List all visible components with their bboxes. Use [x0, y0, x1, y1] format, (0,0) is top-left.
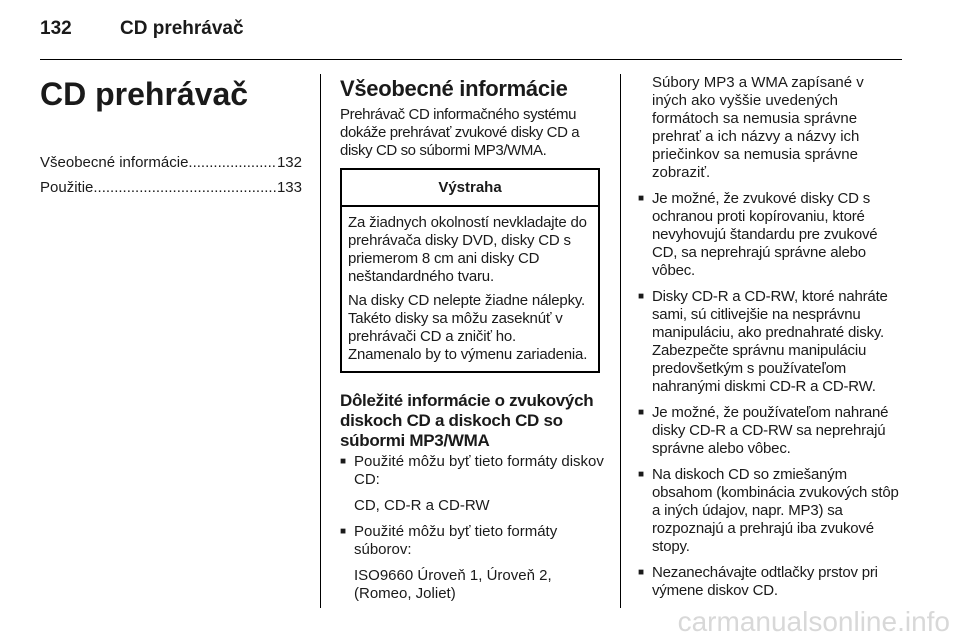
column-divider	[620, 74, 621, 608]
toc-entry-general[interactable]	[40, 150, 302, 175]
list-item-text: ■ Použité môžu byť tieto formáty súborov:	[354, 523, 558, 558]
list-item: ■ Disky CD-R a CD-RW, ktoré nahráte sami, sú citlivejšie na nesprávnu manipuláciu, ako prednahraté disky. Zabezpečte správnu manipuláciu predovšetkým s používateľom nahranými diskmi CD-R a CD-RW.	[638, 288, 902, 396]
format-list	[340, 453, 604, 603]
lead-paragraph: Súbory MP3 a WMA zapísané v iných ako vyššie uvedených formátoch sa nemusia správne prehrať a ich názvy a názvy ich priečinkov sa nemusia správne zobraziť.	[652, 74, 864, 181]
toc-label: Použitie	[40, 179, 94, 196]
page-header	[40, 18, 244, 40]
list-item-detail: ISO9660 Úroveň 1, Úroveň 2, (Romeo, Joliet)	[354, 567, 552, 602]
toc-entry-usage[interactable]	[40, 175, 302, 200]
chapter-title: CD prehrávač	[40, 76, 249, 112]
toc-page: 132	[276, 154, 302, 171]
important-info-heading: Dôležité informácie o zvukových diskoch CD a diskoch CD so súbormi MP3/WMA	[340, 391, 594, 450]
page-number: 132	[40, 18, 72, 39]
intro-paragraph: Prehrávač CD informačného systému dokáže prehrávať zvukové disky CD a disky CD so súbormi MP3/WMA.	[340, 106, 580, 159]
general-info-column	[340, 74, 604, 611]
notes-column	[638, 74, 902, 608]
watermark: carmanualsonline.info	[677, 606, 950, 637]
list-item: ■ Nezanechávajte odtlačky prstov pri výmene diskov CD.	[638, 564, 902, 600]
toc-leader	[188, 150, 277, 175]
table-of-contents	[40, 150, 302, 200]
warning-body	[342, 207, 598, 371]
list-item	[340, 453, 604, 515]
header-divider	[40, 59, 902, 60]
toc-page: 133	[276, 179, 302, 196]
list-item-detail: CD, CD-R a CD-RW	[354, 497, 490, 514]
toc-column	[40, 74, 302, 200]
warning-title: Výstraha	[342, 170, 598, 207]
list-item: ■ Na diskoch CD so zmiešaným obsahom (kombinácia zvukových stôp a iných údajov, napr. MP3) sa rozpoznajú a prehrajú iba zvukové stopy.	[638, 466, 902, 556]
warning-paragraph: Za žiadnych okolností nevkladajte do prehrávača disky DVD, disky CD s priemerom 8 cm ani disky CD neštandardného tvaru.	[348, 214, 587, 285]
running-title: CD prehrávač	[120, 18, 244, 39]
column-divider	[320, 74, 321, 608]
notes-list	[638, 190, 902, 600]
warning-paragraph: Na disky CD nelepte žiadne nálepky. Takéto disky sa môžu zaseknúť v prehrávači CD a zničiť ho. Znamenalo by to výmenu zariadenia.	[348, 292, 588, 363]
section-title: Všeobecné informácie	[340, 76, 568, 101]
toc-label: Všeobecné informácie	[40, 154, 189, 171]
list-item	[340, 523, 604, 603]
list-item: ■ Je možné, že zvukové disky CD s ochranou proti kopírovaniu, ktoré nevyhovujú štandardu pre zvukové CD, sa neprehrajú správne alebo vôbec.	[638, 190, 902, 280]
list-item: ■ Je možné, že používateľom nahrané disky CD-R a CD-RW sa neprehrajú správne alebo vôbec.	[638, 404, 902, 458]
warning-box	[340, 168, 600, 373]
toc-leader	[93, 175, 277, 200]
list-item-text: ■ Použité môžu byť tieto formáty diskov CD:	[354, 453, 604, 488]
